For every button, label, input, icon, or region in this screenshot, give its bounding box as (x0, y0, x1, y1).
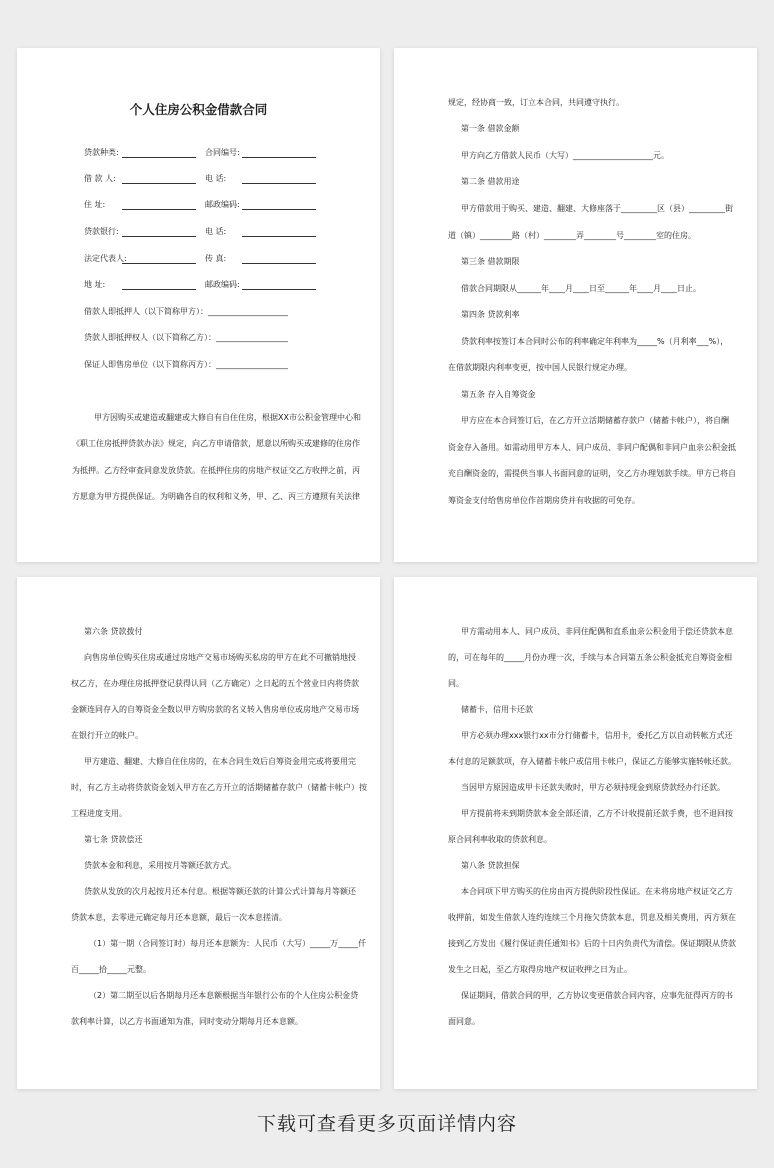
field-label: 邮政编码: (205, 280, 240, 289)
body-line: 筹资金支付给售房单位作首期房贷并有收据的可免存。 (448, 496, 640, 505)
body-line: 本合同项下甲方购买的住房由丙方提供阶段性保证。在未将房地产权证交乙方 (461, 887, 733, 896)
body-line: 甲方应在本合同签订后，在乙方开立活期储蓄存款户（储蓄卡帐户），将自酬 (461, 416, 729, 425)
body-line: 贷款本息，去零进元确定每月还本息额，最后一次本息搓清。 (71, 913, 287, 922)
body-line: 面同意。 (448, 1017, 480, 1026)
body-line: 同。 (448, 679, 464, 688)
article-heading: 第四条 贷款利率 (461, 310, 520, 319)
article-heading: 第五条 存入自筹资金 (461, 390, 536, 399)
body-line: 贷款本金和利息，采用按月等额还款方式。 (84, 861, 236, 870)
body-line: 工程进度支用。 (71, 809, 127, 818)
party-line: 借款人即抵押人（以下简称甲方）：____________________ (84, 307, 288, 316)
field-label: 传 真: (205, 254, 227, 263)
field-label: 地 址: (84, 280, 106, 289)
article-heading: 第七条 贷款偿还 (84, 835, 143, 844)
article-heading: 第三条 借款期限 (461, 257, 520, 266)
party-line: 保证人即售房单位（以下简称丙方）：__________________ (84, 360, 288, 369)
field-blank (122, 227, 196, 237)
article-heading: 第六条 贷款拨付 (84, 627, 143, 636)
field-label: 借 款 人: (84, 174, 116, 183)
body-line: 充自酬资金的，需提供当事人书面同意的证明，交乙方办理划款手续。甲方已将自 (448, 469, 736, 478)
body-line: 金额连同存入的自筹资金全数以甲方购房款的名义转入售房单位或房地产交易市场 (71, 705, 359, 714)
body-line: 的，可在每年的_____月份办理一次，手续与本合同第五条公积金抵充自筹资金相 (448, 653, 732, 662)
field-label: 贷款银行: (84, 227, 119, 236)
body-line: 甲方因购买或建造或翻建或大修自有自住住房，根据XX市公积金管理中心和 (94, 413, 361, 422)
body-line: 甲方需动用本人、同户成员、非同住配偶和直系血亲公积金用于偿还贷款本息 (461, 627, 733, 636)
document-page-1 (17, 48, 380, 562)
party-line: 贷款人即抵押权人（以下简称乙方）：__________________ (84, 333, 288, 342)
field-blank (242, 254, 316, 264)
body-line: 原合同利率收取的贷款利息。 (448, 835, 552, 844)
body-line: 甲方建造、翻建、大修自住住房的，在本合同生效后自筹资金用完或将要用完 (84, 757, 356, 766)
section-heading: 储蓄卡，信用卡还款 (461, 705, 533, 714)
body-line: 贷款从发放的次月起按月还本付息。根据等额还款的计算公式计算每月等额还 (84, 887, 356, 896)
body-line: 甲方借款用于购买、建造、翻建、大修座落于_________区（县）_________街 (461, 204, 733, 213)
body-line: 时，有乙方主动将贷款资金划入甲方在乙方开立的活期储蓄存款户（储蓄卡帐户）按 (71, 783, 367, 792)
field-label: 合同编号: (205, 148, 240, 157)
field-label: 法定代表人: (84, 254, 127, 263)
body-line: 当因甲方原因造成甲卡还款失败时，甲方必须持现金到原贷款经办行还款。 (461, 783, 725, 792)
document-page-2 (394, 48, 757, 562)
body-line: 资金存入备用。如需动用甲方本人、同户成员、非同户配偶和非同户血亲公积金抵 (448, 443, 736, 452)
article-heading: 第二条 借款用途 (461, 177, 520, 186)
body-line: 规定，经协商一致，订立本合同，共同遵守执行。 (448, 98, 624, 107)
article-heading: 第一条 借款金额 (461, 124, 520, 133)
field-blank (122, 200, 196, 210)
body-line: 发生之日起，至乙方取得房地产权证收押之日为止。 (448, 965, 632, 974)
field-label: 住 址: (84, 200, 106, 209)
body-line: 在银行开立的帐户。 (71, 731, 143, 740)
field-blank (122, 254, 196, 264)
body-line: 百_____拾_____元整。 (71, 965, 151, 974)
body-line: 甲方向乙方借款人民币（大写）____________________元。 (461, 151, 669, 160)
body-line: 权乙方，在办理住房抵押登记获得认同（乙方确定）之日起的五个营业日内将贷款 (71, 679, 359, 688)
document-page-4 (394, 577, 757, 1089)
field-label: 邮政编码: (205, 200, 240, 209)
body-line: 在借款期限内利率变更，按中国人民银行规定办理。 (448, 363, 632, 372)
document-page-3 (17, 577, 380, 1089)
body-line: 借款合同期限从______年____月____日至______年____月____日止。 (461, 284, 701, 293)
body-line: （2）第二期至以后各期每月还本息额根据当年银行公布的个人住房公积金贷 (89, 991, 359, 1000)
field-blank (242, 200, 316, 210)
field-label: 贷款种类: (84, 148, 119, 157)
field-label: 电 话: (205, 227, 227, 236)
download-prompt: 下载可查看更多页面详情内容 (256, 1113, 517, 1135)
field-blank (242, 148, 316, 158)
field-blank (122, 148, 196, 158)
field-blank (242, 174, 316, 184)
body-line: 款利率计算，以乙方书面通知为准，同时变动分期每月还本息额。 (71, 1017, 303, 1026)
article-heading: 第八条 贷款担保 (461, 861, 520, 870)
body-line: （1）第一期（合同签订时）每月还本息额为：人民币（大写）_____万_____仟 (89, 939, 367, 948)
field-blank (122, 280, 196, 290)
contract-title: 个人住房公积金借款合同 (129, 102, 268, 117)
body-line: 本付息的足额款项，存入储蓄卡帐户或信用卡帐户，保证乙方能够实施转帐还款。 (448, 757, 736, 766)
body-line: 收押前，如发生借款人连约连续三个月拖欠贷款本息，罚息及相关费用，丙方须在 (448, 913, 736, 922)
field-blank (242, 280, 316, 290)
body-line: 保证期间，借款合同的甲，乙方协议变更借款合同内容，应事先征得丙方的书 (461, 991, 733, 1000)
body-line: 向售房单位购买住房或通过房地产交易市场购买私房的甲方在此不可撤销地授 (84, 653, 356, 662)
field-blank (122, 174, 196, 184)
field-label: 电 话: (205, 174, 227, 183)
body-line: 《职工住房抵押贷款办法》规定，向乙方申请借款，愿意以所购买或建修的住房作 (72, 439, 360, 448)
body-line: 甲方必须办理xxx银行xx市分行储蓄卡，信用卡，委托乙方以自动转帐方式还 (461, 731, 733, 740)
body-line: 为抵押。乙方经审查同意发放贷款。在抵押住房的房地产权证交乙方收押之前，丙 (72, 466, 360, 475)
body-line: 接到乙方发出《履行保证责任通知书》后的十日内负责代为清偿。保证期限从贷款 (448, 939, 736, 948)
body-line: 道（镇）________路（村）________弄________号________室的住房。 (448, 231, 696, 240)
field-blank (242, 227, 316, 237)
body-line: 贷款利率按签订本合同时公布的利率确定年利率为_____%（月利率___%）， (461, 337, 729, 346)
body-line: 方愿意为甲方提供保证。为明确各自的权利和义务，甲、乙、丙三方遵照有关法律 (72, 492, 360, 501)
body-line: 甲方提前将未到期贷款本金全部还清，乙方不计收提前还款手费，也不退回按 (461, 809, 733, 818)
